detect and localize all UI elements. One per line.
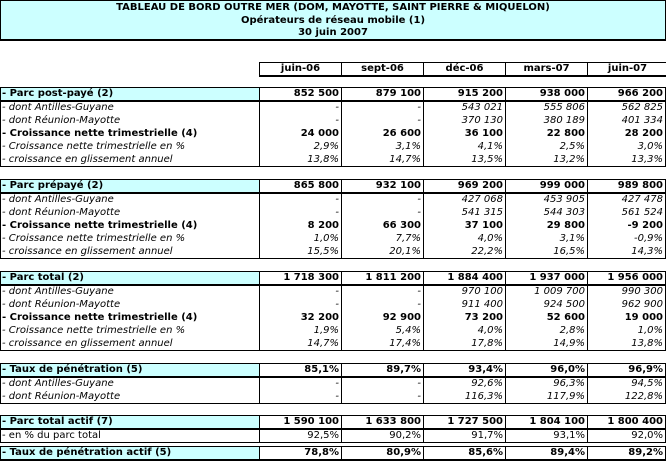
table-row [0,312,666,325]
value-cell[interactable]: - [259,299,341,312]
table-row [0,430,666,443]
table-header-row [0,415,666,430]
value-cell[interactable]: - [341,378,423,391]
value-cell[interactable]: 17,8% [423,338,505,350]
value-cell[interactable]: 14,9% [505,338,587,350]
value-cell[interactable]: 91,7% [423,430,505,442]
table-row [0,207,666,220]
value-cell[interactable]: 938 000 [505,88,587,100]
value-cell[interactable]: 122,8% [587,391,666,403]
value-cell[interactable]: 1 800 400 [587,416,666,428]
value-cell[interactable]: 2,9% [259,141,341,154]
value-cell[interactable]: 370 130 [423,115,505,128]
value-cell[interactable]: 1 804 100 [505,416,587,428]
row-label[interactable]: - Parc total (2) [0,272,259,284]
table-row [0,141,666,154]
value-cell[interactable]: 92,5% [259,430,341,442]
value-cell[interactable]: 1,0% [587,325,666,338]
value-cell[interactable]: 13,5% [423,154,505,166]
row-label[interactable]: - Croissance nette trimestrielle en % [0,233,259,246]
value-cell[interactable]: 915 200 [423,88,505,100]
value-cell[interactable]: 427 478 [587,194,666,207]
row-label[interactable]: - en % du parc total [0,430,259,442]
value-cell[interactable]: - [341,115,423,128]
table-row [0,378,666,391]
value-cell[interactable]: 96,9% [587,364,666,376]
value-cell[interactable]: 4,1% [423,141,505,154]
column-header[interactable]: sept-06 [342,63,424,75]
value-cell[interactable]: 89,7% [341,364,423,376]
table-row [0,338,666,351]
value-cell[interactable]: 52 600 [505,312,587,325]
value-cell[interactable]: 1 009 700 [505,286,587,299]
value-cell[interactable]: 20,1% [341,246,423,258]
value-cell[interactable]: 22 800 [505,128,587,141]
value-cell[interactable]: - [341,391,423,403]
value-cell[interactable]: 94,5% [587,378,666,391]
column-header[interactable]: juin-06 [260,63,342,75]
section-active-park [0,415,666,443]
row-label[interactable]: - dont Antilles-Guyane [0,102,259,115]
table-header-row [0,363,666,378]
table-row [0,246,666,259]
value-cell[interactable]: 80,9% [341,447,423,459]
value-cell[interactable]: 14,7% [341,154,423,166]
row-label[interactable]: - Croissance nette trimestrielle (4) [0,220,259,233]
table-header-row [0,271,666,286]
value-cell[interactable]: 2,5% [505,141,587,154]
table-row [0,128,666,141]
value-cell[interactable]: 962 900 [587,299,666,312]
value-cell[interactable]: 78,8% [259,447,341,459]
value-cell[interactable]: 93,4% [423,364,505,376]
value-cell[interactable]: 924 500 [505,299,587,312]
value-cell[interactable]: 29 800 [505,220,587,233]
value-cell[interactable]: - [259,102,341,115]
table-row [0,286,666,299]
value-cell[interactable]: 89,2% [587,447,666,459]
value-cell[interactable]: 13,3% [587,154,666,166]
value-cell[interactable]: 453 905 [505,194,587,207]
row-label[interactable]: - croissance en glissement annuel [0,338,259,350]
row-label[interactable]: - dont Antilles-Guyane [0,378,259,391]
value-cell[interactable]: 85,6% [423,447,505,459]
row-label[interactable]: - croissance en glissement annuel [0,154,259,166]
value-cell[interactable]: 1 590 100 [259,416,341,428]
value-cell[interactable]: 36 100 [423,128,505,141]
value-cell[interactable]: -9 200 [587,220,666,233]
value-cell[interactable]: 1 633 800 [341,416,423,428]
value-cell[interactable]: 32 200 [259,312,341,325]
row-label[interactable]: - dont Réunion-Mayotte [0,299,259,312]
row-label[interactable]: - dont Réunion-Mayotte [0,115,259,128]
value-cell[interactable]: 5,4% [341,325,423,338]
value-cell[interactable]: 544 303 [505,207,587,220]
value-cell[interactable]: 73 200 [423,312,505,325]
value-cell[interactable]: 3,0% [587,141,666,154]
section-postpaid [0,87,666,167]
value-cell[interactable]: 989 800 [587,180,666,192]
value-cell[interactable]: 970 100 [423,286,505,299]
value-cell[interactable]: 4,0% [423,233,505,246]
table-row [0,115,666,128]
value-cell[interactable]: - [341,194,423,207]
value-cell[interactable]: 13,8% [587,338,666,350]
report-title-block [0,0,666,41]
value-cell[interactable]: - [259,286,341,299]
value-cell[interactable]: 990 300 [587,286,666,299]
report-subtitle: Opérateurs de réseau mobile (1) [240,14,426,26]
table-header-row [0,446,666,461]
value-cell[interactable]: - [341,286,423,299]
value-cell[interactable]: 427 068 [423,194,505,207]
row-label[interactable]: - Taux de pénétration actif (5) [0,447,259,459]
row-label[interactable]: - dont Réunion-Mayotte [0,207,259,220]
value-cell[interactable]: 14,7% [259,338,341,350]
value-cell[interactable]: 932 100 [341,180,423,192]
value-cell[interactable]: 969 200 [423,180,505,192]
value-cell[interactable]: 865 800 [259,180,341,192]
value-cell[interactable]: 37 100 [423,220,505,233]
row-label[interactable]: - dont Antilles-Guyane [0,194,259,207]
value-cell[interactable]: - [341,207,423,220]
value-cell[interactable]: 90,2% [341,430,423,442]
value-cell[interactable]: 966 200 [587,88,666,100]
table-header-row [0,179,666,194]
value-cell[interactable]: 541 315 [423,207,505,220]
value-cell[interactable]: 1 937 000 [505,272,587,284]
table-row [0,233,666,246]
value-cell[interactable]: 4,0% [423,325,505,338]
row-label[interactable]: - Parc post-payé (2) [0,88,259,100]
value-cell[interactable]: - [259,115,341,128]
row-label[interactable]: - Parc total actif (7) [0,416,259,428]
value-cell[interactable]: 7,7% [341,233,423,246]
value-cell[interactable]: 28 200 [587,128,666,141]
value-cell[interactable]: - [341,102,423,115]
value-cell[interactable]: - [259,194,341,207]
value-cell[interactable]: 13,8% [259,154,341,166]
section-prepaid [0,179,666,259]
value-cell[interactable]: 92,6% [423,378,505,391]
value-cell[interactable]: 1 884 400 [423,272,505,284]
section-active-penetration [0,446,666,461]
report-title: TABLEAU DE BORD OUTRE MER (DOM, MAYOTTE, SAINT PIERRE & MIQUELON) [116,2,550,13]
row-label[interactable]: - Taux de pénétration (5) [0,364,259,376]
value-cell[interactable]: 14,3% [587,246,666,258]
value-cell[interactable]: 13,2% [505,154,587,166]
value-cell[interactable]: 24 000 [259,128,341,141]
row-label[interactable]: - Croissance nette trimestrielle (4) [0,312,259,325]
value-cell[interactable]: 85,1% [259,364,341,376]
table-row [0,194,666,207]
table-row [0,391,666,404]
value-cell[interactable]: 96,0% [505,364,587,376]
column-header[interactable]: mars-07 [506,63,588,75]
table-row [0,325,666,338]
value-cell[interactable]: 562 825 [587,102,666,115]
value-cell[interactable]: - [341,299,423,312]
table-header-row [0,87,666,102]
table-row [0,102,666,115]
column-header[interactable]: déc-06 [424,63,506,75]
value-cell[interactable]: 561 524 [587,207,666,220]
column-header[interactable]: juin-07 [607,63,648,74]
value-cell[interactable]: 8 200 [259,220,341,233]
value-cell[interactable]: 543 021 [423,102,505,115]
value-cell[interactable]: 1 727 500 [423,416,505,428]
value-cell[interactable]: 66 300 [341,220,423,233]
value-cell[interactable]: 555 806 [505,102,587,115]
value-cell[interactable]: 911 400 [423,299,505,312]
value-cell[interactable]: 3,1% [505,233,587,246]
value-cell[interactable]: 16,5% [505,246,587,258]
row-label[interactable]: - Croissance nette trimestrielle en % [0,141,259,154]
value-cell[interactable]: 380 189 [505,115,587,128]
value-cell[interactable]: 1,9% [259,325,341,338]
value-cell[interactable]: 1 811 200 [341,272,423,284]
row-label[interactable]: - dont Antilles-Guyane [0,286,259,299]
row-label[interactable]: - Parc prépayé (2) [0,180,259,192]
section-total [0,271,666,351]
value-cell[interactable]: 2,8% [505,325,587,338]
row-label[interactable]: - Croissance nette trimestrielle en % [0,325,259,338]
table-row [0,154,666,167]
value-cell[interactable]: 92 900 [341,312,423,325]
value-cell[interactable]: 15,5% [259,246,341,258]
value-cell[interactable]: 1 956 000 [587,272,666,284]
value-cell[interactable]: 17,4% [341,338,423,350]
value-cell[interactable]: 117,9% [505,391,587,403]
column-headers [259,62,666,77]
value-cell[interactable]: 879 100 [341,88,423,100]
value-cell[interactable]: 19 000 [587,312,666,325]
value-cell[interactable]: - [259,391,341,403]
value-cell[interactable]: 92,0% [587,430,666,442]
value-cell[interactable]: 116,3% [423,391,505,403]
value-cell[interactable]: 26 600 [341,128,423,141]
value-cell[interactable]: 401 334 [587,115,666,128]
value-cell[interactable]: 852 500 [259,88,341,100]
report-date: 30 juin 2007 [298,27,368,38]
row-label[interactable]: - dont Réunion-Mayotte [0,391,259,403]
value-cell[interactable]: 89,4% [505,447,587,459]
row-label[interactable]: - Croissance nette trimestrielle (4) [0,128,259,141]
value-cell[interactable]: 1 718 300 [259,272,341,284]
value-cell[interactable]: 1,0% [259,233,341,246]
value-cell[interactable]: - [259,207,341,220]
value-cell[interactable]: 93,1% [505,430,587,442]
value-cell[interactable]: 999 000 [505,180,587,192]
value-cell[interactable]: 3,1% [341,141,423,154]
row-label[interactable]: - croissance en glissement annuel [0,246,259,258]
table-row [0,299,666,312]
value-cell[interactable]: - [259,378,341,391]
value-cell[interactable]: 22,2% [423,246,505,258]
section-penetration [0,363,666,404]
value-cell[interactable]: -0,9% [587,233,666,246]
table-row [0,220,666,233]
value-cell[interactable]: 96,3% [505,378,587,391]
